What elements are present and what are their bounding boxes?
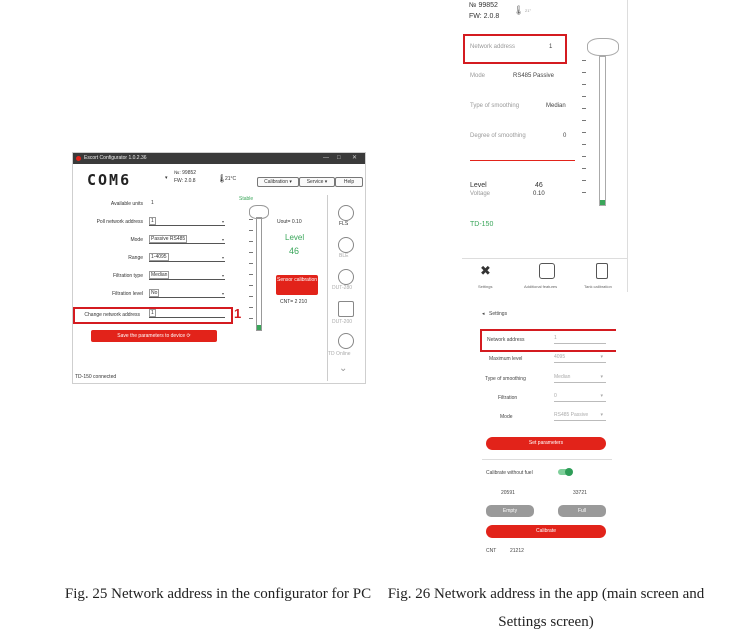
save-parameters-label: Save the parameters to device: [117, 333, 186, 339]
filtration-type-value: Median: [151, 272, 168, 278]
level-label: Level: [470, 182, 487, 189]
level-value: 46: [535, 182, 543, 189]
chevron-down-icon: ▾: [600, 374, 603, 380]
tab-additional-features[interactable]: Additional features: [524, 284, 558, 289]
empty-button[interactable]: Empty: [486, 505, 534, 517]
chevron-down-icon: ▾: [221, 291, 224, 296]
maximize-icon[interactable]: □: [337, 155, 341, 161]
network-address-value: 1: [549, 44, 553, 50]
figure-26-caption: Fig. 26 Network address in the app (main screen and Settings screen): [387, 586, 705, 630]
available-units-label: Available units: [110, 201, 143, 207]
connection-status: TD-150 connected: [75, 374, 117, 380]
sensor-calibration-button[interactable]: Sensor calibration: [276, 275, 318, 295]
back-arrow-icon[interactable]: ◂: [482, 311, 485, 317]
set-parameters-button[interactable]: Set parameters: [486, 437, 606, 450]
close-icon[interactable]: ✕: [352, 155, 358, 161]
tab-bar-divider: [462, 258, 627, 259]
max-level-label: Maximum level: [489, 356, 523, 362]
filtration-type-label: Filtration type: [112, 273, 143, 279]
filtration-value: 0: [554, 393, 557, 399]
firmware-version: FW: 2.0.8: [469, 13, 500, 20]
filtration-label: Filtration: [498, 395, 518, 401]
full-value: 33721: [573, 490, 587, 496]
filtration-field[interactable]: [554, 392, 606, 402]
level-value: 46: [289, 246, 300, 256]
chevron-down-icon: ▾: [221, 273, 224, 278]
service-button[interactable]: Service ▾: [299, 177, 335, 187]
smoothing-type-value: Median: [546, 103, 566, 109]
smoothing-type-label: Type of smoothing: [470, 103, 520, 109]
calibration-label: Calibration: [264, 179, 288, 185]
toggle-knob: [565, 468, 573, 476]
temperature-readout: 21°C: [225, 176, 237, 182]
full-button[interactable]: Full: [558, 505, 606, 517]
minimize-icon[interactable]: —: [323, 155, 329, 161]
level-tube: [256, 217, 262, 331]
dut280-label: DUT-280: [332, 285, 353, 291]
ble-icon[interactable]: [338, 237, 354, 253]
filtration-level-select[interactable]: [149, 290, 225, 298]
mode-label: Mode: [130, 237, 143, 243]
fls-icon[interactable]: [338, 205, 354, 221]
tools-icon[interactable]: ✖: [480, 263, 491, 278]
level-fill: [600, 200, 605, 205]
chevron-down-icon: ▾: [221, 219, 224, 224]
figure-25-caption: Fig. 25 Network address in the configurator for PC: [64, 586, 372, 602]
poll-address-label: Poll network address: [96, 219, 143, 225]
calibration-button[interactable]: Calibration ▾: [257, 177, 299, 187]
change-address-value: 1: [151, 310, 154, 316]
settings-header: Settings: [489, 311, 508, 317]
network-address-label: Network address: [487, 337, 525, 343]
pc-configurator-window: [72, 152, 366, 384]
app-logo-icon: [76, 156, 81, 161]
poll-address-value: 1: [151, 218, 154, 224]
save-parameters-button[interactable]: Save the parameters to device ⟳: [91, 330, 217, 342]
td-online-icon[interactable]: [338, 333, 354, 349]
available-units-value: 1: [151, 200, 154, 206]
calibrate-button[interactable]: Calibrate: [486, 525, 606, 538]
window-titlebar: [73, 153, 365, 164]
stable-status: Stable: [239, 196, 254, 202]
cnt-readout: CNT= 2 210: [280, 299, 308, 305]
voltage-label: Voltage: [470, 191, 491, 197]
smoothing-type-label: Type of smoothing: [485, 376, 526, 382]
smoothing-type-value: Median: [554, 374, 571, 380]
section-divider: [482, 459, 612, 460]
mode-value: RS485 Passive: [554, 412, 589, 418]
chevron-down-icon: ▾: [600, 412, 603, 418]
change-address-label: Change network address: [84, 312, 140, 318]
dut200-label: DUT-200: [332, 319, 353, 325]
filtration-type-select[interactable]: [149, 272, 225, 280]
mode-value: RS485 Passive: [513, 73, 555, 79]
voltage-value: 0.10: [533, 191, 545, 197]
max-level-value: 4095: [554, 354, 566, 360]
serial-number: № 99852: [469, 2, 498, 9]
dut280-icon[interactable]: [338, 269, 354, 285]
chevron-down-icon: ▾: [221, 237, 224, 242]
level-tube: [599, 56, 606, 206]
dut200-icon[interactable]: [338, 301, 354, 317]
chevron-down-icon: ▾: [600, 393, 603, 399]
td-online-label: TD Online: [328, 351, 351, 357]
device-model: TD-150: [470, 221, 494, 228]
mode-field[interactable]: [554, 411, 606, 421]
change-address-field[interactable]: [149, 310, 225, 318]
temperature-readout: 21°: [525, 8, 532, 13]
network-address-field[interactable]: 1: [554, 334, 606, 344]
gauge-icon[interactable]: [539, 263, 555, 279]
help-button[interactable]: [335, 177, 363, 187]
tank-icon[interactable]: [596, 263, 608, 279]
level-scale: [249, 219, 254, 329]
fls-label: FLS: [339, 221, 349, 227]
serial-number: №: 99852: [174, 170, 197, 176]
tab-settings[interactable]: Settings: [478, 284, 493, 289]
chevron-down-icon[interactable]: ⌄: [339, 363, 348, 374]
smoothing-degree-value: 0: [563, 133, 567, 139]
filtration-level-label: Filtration level: [112, 291, 143, 297]
poll-address-field[interactable]: [149, 218, 225, 226]
mode-value: Passive RS485: [151, 236, 186, 242]
marker-number: 1: [234, 306, 242, 321]
chevron-down-icon: ▾: [600, 354, 603, 360]
ble-label: BLE: [339, 253, 349, 259]
range-select[interactable]: [149, 254, 225, 262]
cnt-label: CNT: [486, 548, 497, 554]
smoothing-type-field[interactable]: [554, 373, 606, 383]
level-scale: [582, 60, 588, 200]
mobile-settings-screen: [478, 303, 616, 565]
thermometer-icon: 🌡: [217, 174, 228, 183]
max-level-field[interactable]: [554, 353, 606, 363]
tab-tank-calibration[interactable]: Tank calibration: [584, 284, 612, 289]
help-label: Help: [343, 179, 355, 185]
service-label: Service: [306, 179, 324, 185]
chevron-down-icon[interactable]: ▾: [165, 175, 168, 181]
network-address-label[interactable]: Network address: [470, 44, 516, 50]
chevron-down-icon: ▾: [221, 255, 224, 260]
calibrate-without-fuel-label: Calibrate without fuel: [486, 470, 533, 476]
empty-value: 20591: [501, 490, 515, 496]
thermometer-icon: 🌡: [513, 5, 525, 15]
range-value: 1-4095: [151, 254, 167, 260]
window-title: Escort Configurator 1.0.2.36: [84, 155, 147, 161]
mode-label: Mode: [470, 73, 486, 79]
mobile-main-screen: [462, 0, 628, 292]
sensor-head-icon: [587, 38, 619, 56]
level-fill: [257, 325, 261, 330]
range-label: Range: [128, 255, 143, 261]
mode-select[interactable]: [149, 236, 225, 244]
filtration-level-value: No: [151, 290, 158, 296]
mode-label: Mode: [500, 414, 513, 420]
red-divider: [470, 160, 575, 161]
cnt-value: 21212: [510, 548, 524, 554]
smoothing-degree-label: Degree of smoothing: [470, 133, 526, 139]
firmware-version: FW: 2.0.8: [174, 178, 196, 184]
uout-readout: Uout= 0.10: [277, 219, 302, 225]
level-label: Level: [285, 233, 305, 242]
port-name[interactable]: COM6: [87, 171, 132, 189]
